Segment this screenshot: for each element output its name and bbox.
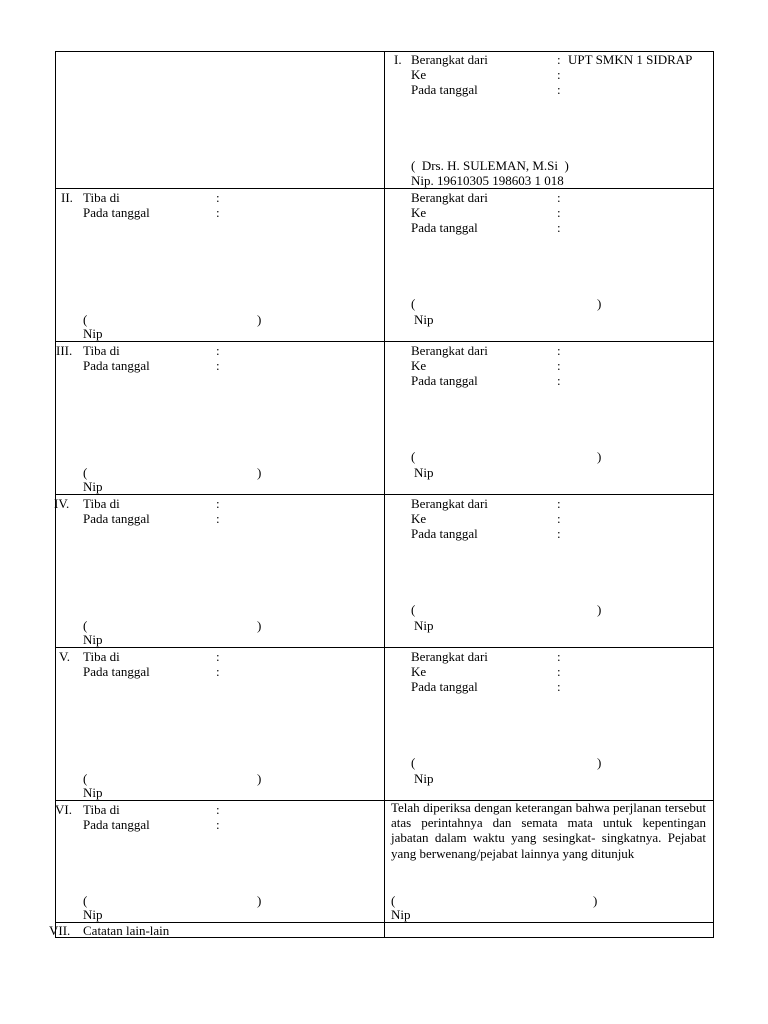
date-label: Pada tanggal (83, 205, 150, 220)
signatory-name: ( Drs. H. SULEMAN, M.Si ) (411, 158, 569, 173)
destination-label: Ke (411, 511, 427, 526)
section-number: IV. (54, 496, 70, 511)
signature-close-paren: ) (597, 755, 602, 770)
signature-close-paren: ) (597, 296, 602, 311)
arrive-at-label: Tiba di (83, 649, 120, 664)
colon: : (557, 511, 561, 526)
colon: : (557, 82, 561, 97)
signature-close-paren: ) (257, 618, 262, 633)
colon: : (557, 205, 561, 220)
date-label: Pada tanggal (83, 511, 150, 526)
signature-open-paren: ( (83, 771, 88, 786)
signature-close-paren: ) (257, 312, 262, 327)
colon: : (557, 649, 561, 664)
date-label: Pada tanggal (411, 220, 478, 235)
nip-label: Nip (391, 907, 411, 922)
section-number: II. (61, 190, 73, 205)
signature-close-paren: ) (597, 602, 602, 617)
verification-statement: Telah diperiksa dengan keterangan bahwa perjlanan tersebut atas perintahnya dan semata mata untuk kepentingan jabatan dalam waktu yang sesingkat- singkatnya. Pejabat yang berwenang/pejabat lainnya yang ditunjuk (391, 800, 706, 861)
colon: : (216, 802, 220, 817)
nip-label: Nip (83, 785, 103, 800)
depart-from-label: Berangkat dari (411, 52, 488, 67)
section-number: VII. (49, 923, 71, 938)
colon: : (216, 496, 220, 511)
arrive-at-label: Tiba di (83, 496, 120, 511)
signature-close-paren: ) (257, 893, 262, 908)
section-number: III. (56, 343, 73, 358)
colon: : (557, 679, 561, 694)
date-label: Pada tanggal (83, 817, 150, 832)
colon: : (216, 511, 220, 526)
signatory-nip: Nip. 19610305 198603 1 018 (411, 173, 564, 188)
signature-close-paren: ) (257, 465, 262, 480)
destination-label: Ke (411, 67, 427, 82)
depart-from-label: Berangkat dari (411, 190, 488, 205)
nip-label: Nip (414, 771, 434, 786)
colon: : (557, 526, 561, 541)
colon: : (216, 817, 220, 832)
date-label: Pada tanggal (411, 373, 478, 388)
nip-label: Nip (83, 326, 103, 341)
section-number: VI. (55, 802, 72, 817)
depart-from-label: Berangkat dari (411, 649, 488, 664)
colon: : (216, 649, 220, 664)
signature-open-paren: ( (411, 602, 416, 617)
signature-open-paren: ( (411, 449, 416, 464)
signature-open-paren: ( (83, 465, 88, 480)
colon: : (557, 358, 561, 373)
signature-close-paren: ) (257, 771, 262, 786)
nip-label: Nip (83, 479, 103, 494)
nip-label: Nip (414, 312, 434, 327)
date-label: Pada tanggal (411, 526, 478, 541)
colon: : (557, 190, 561, 205)
destination-label: Ke (411, 664, 427, 679)
depart-from-label: Berangkat dari (411, 343, 488, 358)
arrive-at-label: Tiba di (83, 190, 120, 205)
colon: : (557, 52, 561, 67)
date-label: Pada tanggal (411, 82, 478, 97)
nip-label: Nip (83, 907, 103, 922)
nip-label: Nip (414, 618, 434, 633)
colon: : (557, 220, 561, 235)
colon: : (557, 343, 561, 358)
arrive-at-label: Tiba di (83, 343, 120, 358)
signature-open-paren: ( (83, 618, 88, 633)
depart-from-value: UPT SMKN 1 SIDRAP (568, 52, 693, 67)
date-label: Pada tanggal (83, 664, 150, 679)
colon: : (557, 67, 561, 82)
signature-open-paren: ( (391, 893, 396, 908)
depart-from-label: Berangkat dari (411, 496, 488, 511)
destination-label: Ke (411, 205, 427, 220)
colon: : (216, 343, 220, 358)
signature-open-paren: ( (83, 893, 88, 908)
colon: : (557, 664, 561, 679)
date-label: Pada tanggal (83, 358, 150, 373)
signature-close-paren: ) (593, 893, 598, 908)
signature-open-paren: ( (83, 312, 88, 327)
colon: : (216, 664, 220, 679)
signature-open-paren: ( (411, 296, 416, 311)
signature-open-paren: ( (411, 755, 416, 770)
arrive-at-label: Tiba di (83, 802, 120, 817)
nip-label: Nip (414, 465, 434, 480)
destination-label: Ke (411, 358, 427, 373)
table-border-right (713, 51, 714, 938)
section-number: V. (59, 649, 70, 664)
section-number: I. (394, 52, 402, 67)
nip-label: Nip (83, 632, 103, 647)
colon: : (557, 373, 561, 388)
colon: : (216, 358, 220, 373)
notes-label: Catatan lain-lain (83, 923, 170, 938)
colon: : (216, 205, 220, 220)
signature-close-paren: ) (597, 449, 602, 464)
column-divider (384, 51, 385, 938)
colon: : (216, 190, 220, 205)
date-label: Pada tanggal (411, 679, 478, 694)
colon: : (557, 496, 561, 511)
